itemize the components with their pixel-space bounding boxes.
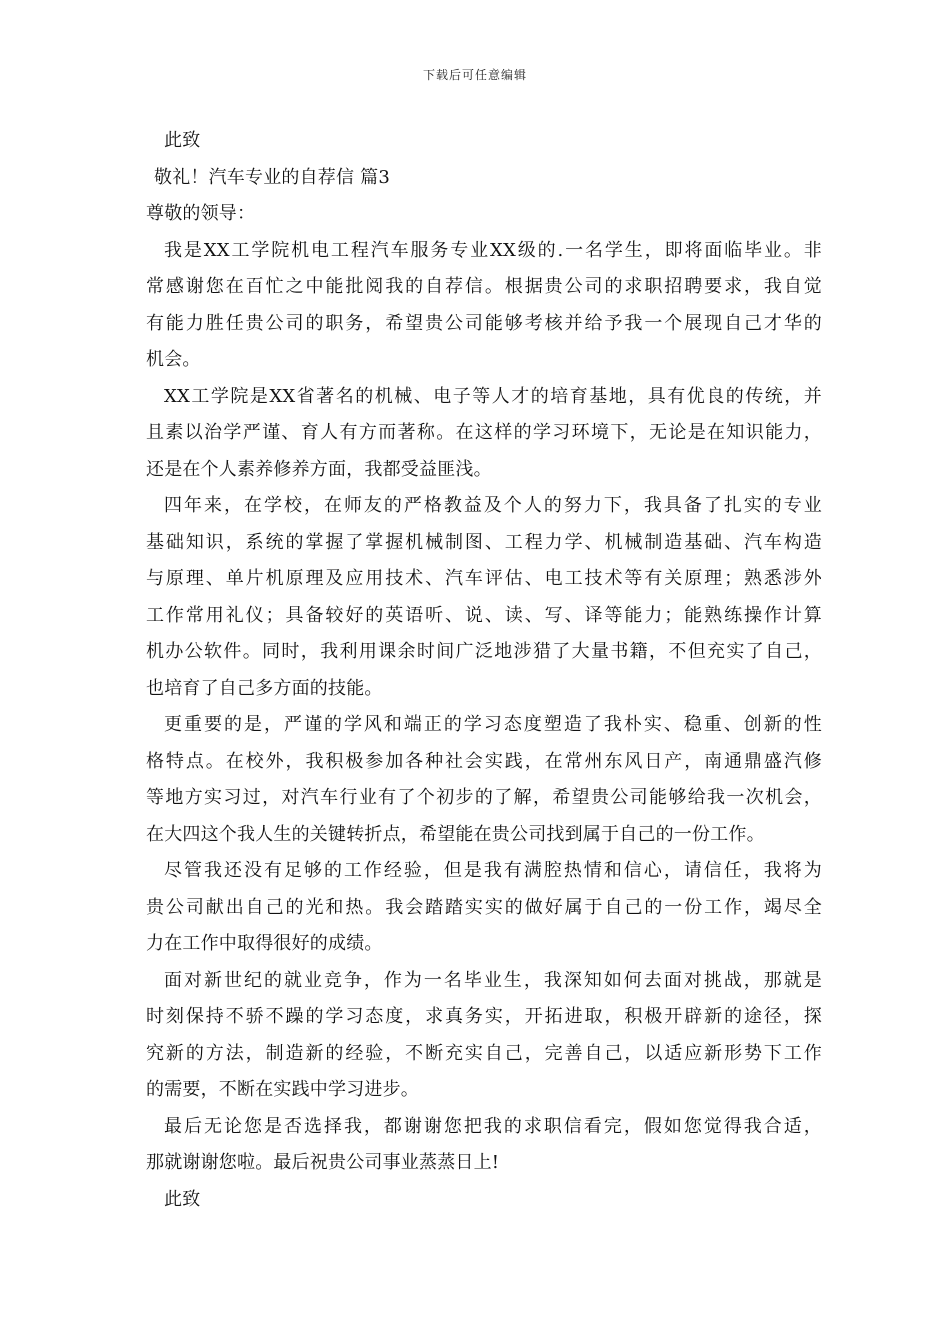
- text-line: 最后无论您是否选择我，都谢谢您把我的求职信看完，假如您觉得我合适，: [164, 1115, 822, 1137]
- text-line: 面对新世纪的就业竞争，作为一名毕业生，我深知如何去面对挑战，那就是: [164, 969, 822, 991]
- text-line: 尊敬的领导：: [146, 203, 256, 224]
- text-line: 我是XX工学院机电工程汽车服务专业XX级的.一名学生，即将面临毕业。非: [164, 239, 822, 261]
- text-line: 还是在个人素养修养方面，我都受益匪浅。: [146, 458, 492, 480]
- text-line: 工作常用礼仪；具备较好的英语听、说、读、写、译等能力；能熟练操作计算: [146, 604, 822, 626]
- text-line: 且素以治学严谨、育人有方而著称。在这样的学习环境下，无论是在知识能力，: [146, 422, 822, 443]
- text-line: 四年来，在学校，在师友的严格教益及个人的努力下，我具备了扎实的专业: [164, 495, 822, 516]
- text-line: 时刻保持不骄不躁的学习态度，求真务实，开拓进取，积极开辟新的途径，探: [146, 1006, 822, 1027]
- text-line: 力在工作中取得很好的成绩。: [146, 933, 383, 954]
- text-line: 那就谢谢您啦。最后祝贵公司事业蒸蒸日上!: [146, 1152, 500, 1173]
- text-line: 机会。: [146, 349, 201, 370]
- text-line: 与原理、单片机原理及应用技术、汽车评估、电工技术等有关原理；熟悉涉外: [146, 568, 822, 589]
- text-line: 基础知识，系统的掌握了掌握机械制图、工程力学、机械制造基础、汽车构造: [146, 531, 822, 553]
- text-line: 此致: [164, 130, 201, 151]
- text-line: 也培育了自己多方面的技能。: [146, 677, 383, 699]
- text-line: 在大四这个我人生的关键转折点，希望能在贵公司找到属于自己的一份工作。: [146, 823, 765, 845]
- text-line: 的需要，不断在实践中学习进步。: [146, 1079, 419, 1100]
- text-line: 此致: [164, 1188, 201, 1210]
- text-line: 尽管我还没有足够的工作经验，但是我有满腔热情和信心，请信任，我将为: [164, 860, 822, 881]
- text-line: XX工学院是XX省著名的机械、电子等人才的培育基地，具有优良的传统，并: [164, 385, 822, 407]
- text-line: 更重要的是，严谨的学风和端正的学习态度塑造了我朴实、稳重、创新的性: [164, 714, 822, 735]
- text-line: 等地方实习过，对汽车行业有了个初步的了解，希望贵公司能够给我一次机会，: [146, 787, 822, 808]
- text-line: 格特点。在校外，我积极参加各种社会实践，在常州东风日产，南通鼎盛汽修: [146, 750, 822, 772]
- text-line: 究新的方法，制造新的经验，不断充实自己，完善自己，以适应新形势下工作: [146, 1042, 822, 1064]
- text-line: 常感谢您在百忙之中能批阅我的自荐信。根据贵公司的求职招聘要求，我自觉: [146, 276, 822, 297]
- text-line: 机办公软件。同时，我利用课余时间广泛地涉猎了大量书籍，不但充实了自己，: [146, 641, 822, 662]
- text-line: 有能力胜任贵公司的职务，希望贵公司能够考核并给予我一个展现自己才华的: [146, 312, 822, 334]
- text-line: 敬礼！汽车专业的自荐信 篇3: [154, 166, 390, 188]
- text-line: 贵公司献出自己的光和热。我会踏踏实实的做好属于自己的一份工作，竭尽全: [146, 896, 822, 918]
- header-note: 下载后可任意编辑: [422, 68, 527, 82]
- letter-body: [146, 123, 822, 1218]
